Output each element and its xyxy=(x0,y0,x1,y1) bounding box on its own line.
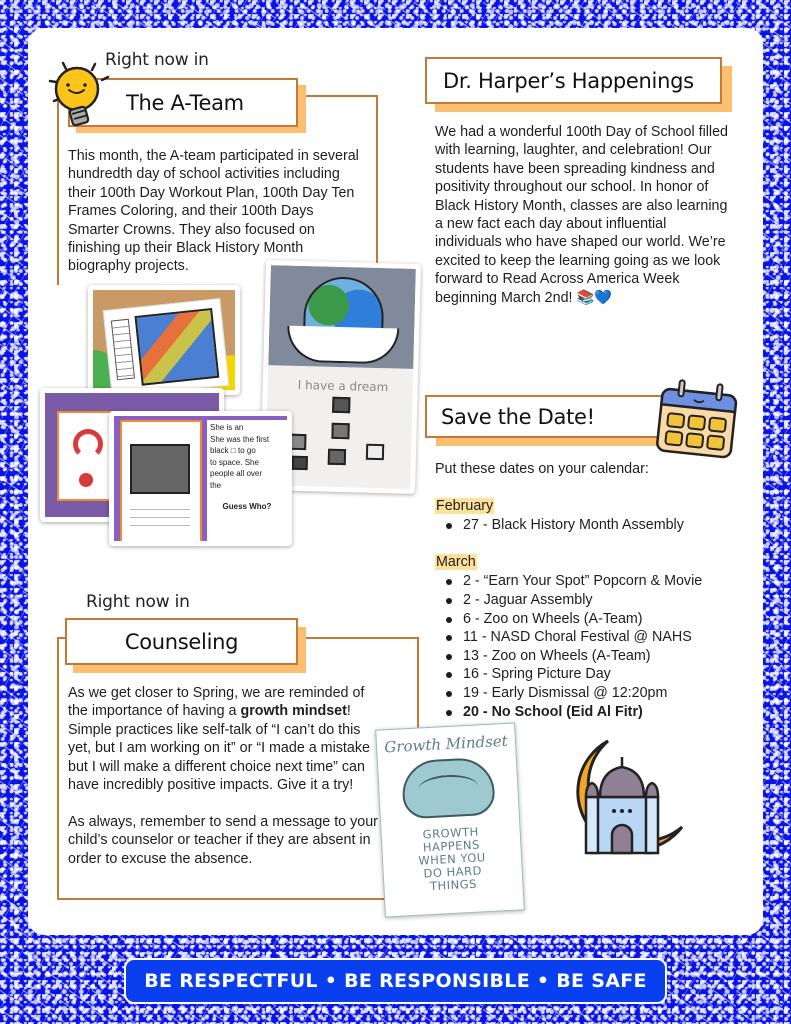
guess-who-line: She is an xyxy=(210,423,244,432)
save-date-title-text: Save the Date! xyxy=(441,404,595,429)
guess-who-line: black xyxy=(210,446,229,455)
school-motto-banner xyxy=(124,958,667,1004)
save-date-intro: Put these dates on your calendar: xyxy=(435,461,649,477)
counseling-body xyxy=(68,684,380,868)
poster-line: GROWTH xyxy=(422,824,480,842)
lightbulb-icon xyxy=(40,55,112,135)
guess-who-line: people all over xyxy=(210,469,263,478)
date-item: 2 - “Earn Your Spot” Popcorn & Movie xyxy=(435,572,755,591)
photo-biography-guess-who: She is an She was the first black □ to go to space. She people all over the Guess Who? xyxy=(109,411,292,546)
guess-who-line: She was the first xyxy=(210,434,270,444)
brain-icon xyxy=(401,757,496,820)
save-date-title xyxy=(425,395,663,438)
poster-title: Growth Mindset xyxy=(383,731,509,757)
poster-line: WHEN YOU xyxy=(418,850,487,868)
counseling-absence-note: As always, remember to send a message to your child’s counselor or teacher if they are absent in order to excuse the absence. xyxy=(68,813,378,867)
date-item: 27 - Black History Month Assembly xyxy=(435,516,745,535)
month-label-february: February xyxy=(436,498,494,514)
march-dates-list xyxy=(435,572,755,721)
month-label-march: March xyxy=(436,554,476,570)
date-item: 6 - Zoo on Wheels (A-Team) xyxy=(435,610,755,629)
counseling-body-text: As we get closer to Spring, we are reminded of the importance of having a xyxy=(68,685,365,720)
growth-mindset-emphasis: growth mindset xyxy=(240,703,347,720)
poster-line: THINGS xyxy=(429,876,478,894)
school-motto-text: BE RESPECTFUL • BE RESPONSIBLE • BE SAFE xyxy=(144,970,647,992)
harper-body: We had a wonderful 100th Day of School filled with learning, laughter, and celebration! Our students have been spreading kindness and positivity throughout our school. In honor of Black History Month, classes are also learning a new fact each day about influential individuals who have shaped our world. We’re excited to keep the learning going as we look forward to Read Across America Week beginning March 2nd! 📚💙 xyxy=(435,124,729,306)
ateam-title-text: The A-Team xyxy=(126,90,244,115)
mosque-crescent-icon xyxy=(560,735,690,860)
photo-ten-frames-coloring xyxy=(88,285,240,395)
counseling-title xyxy=(65,618,298,665)
guess-who-line: the xyxy=(210,480,222,490)
poster-line: HAPPENS xyxy=(422,837,481,855)
counseling-body-text: ! Simple practices like self-talk of “I can’t do this yet, but I am working on it” or “I made a mistake but I will make a different choice next time” can have incredibly positive impacts. Give it a try! xyxy=(68,703,370,794)
ateam-kicker: Right now in xyxy=(105,50,209,70)
counseling-kicker: Right now in xyxy=(86,592,190,612)
save-date-march xyxy=(435,553,755,721)
date-item: 13 - Zoo on Wheels (A-Team) xyxy=(435,647,755,666)
growth-mindset-poster xyxy=(375,722,525,917)
date-item: 19 - Early Dismissal @ 12:20pm xyxy=(435,684,755,703)
poster-line: DO HARD xyxy=(423,863,483,881)
ateam-body: This month, the A-team participated in several hundredth day of school activities including their 100th Day Workout Plan, 100th Day Ten Frames Coloring, and their 100th Days Smarter Crowns. They also focused on finishing up their Black History Month biography projects. xyxy=(68,148,359,275)
save-date-february xyxy=(435,497,745,535)
date-item-no-school: 20 - No School (Eid Al Fitr) xyxy=(435,703,755,722)
february-dates-list xyxy=(435,516,745,535)
date-item: 2 - Jaguar Assembly xyxy=(435,591,755,610)
guess-who-line: to go xyxy=(237,446,256,455)
date-item: 11 - NASD Choral Festival @ NAHS xyxy=(435,628,755,647)
guess-who-line: to space. She xyxy=(210,457,259,467)
harper-title xyxy=(425,57,722,104)
calendar-icon xyxy=(652,378,740,460)
date-item: 16 - Spring Picture Day xyxy=(435,665,755,684)
guess-who-footer: Guess Who? xyxy=(222,502,272,511)
i-have-a-dream-caption: I have a dream xyxy=(297,377,389,395)
harper-title-text: Dr. Harper’s Happenings xyxy=(443,68,694,93)
counseling-title-text: Counseling xyxy=(124,629,239,654)
